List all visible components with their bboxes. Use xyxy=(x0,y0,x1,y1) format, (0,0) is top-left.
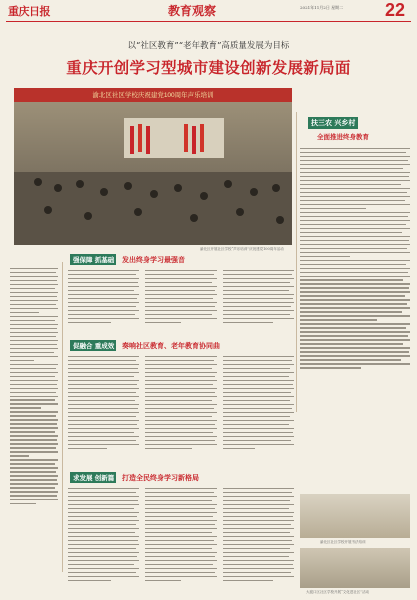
right-photo-1 xyxy=(300,494,410,538)
sidebar-body-text xyxy=(300,148,410,410)
section-2-body xyxy=(68,356,294,466)
right-photo-2 xyxy=(300,548,410,588)
masthead-logo: 重庆日报 xyxy=(8,5,50,18)
section-1-body xyxy=(68,270,294,334)
section-3-label: 求发展 创新篇 xyxy=(73,474,115,482)
intro-column-text xyxy=(10,268,58,568)
sidebar-subtitle: 全面推进终身教育 xyxy=(317,133,369,141)
right-photo-1-caption: 渝北区社区学校开展书法培训 xyxy=(320,540,366,544)
photo-caption: 渝北区开展社区学校“声乐培训”庆祝建党100周年活动 xyxy=(200,247,284,251)
photo-banner-text: 渝北区社区学校庆祝建党100周年声乐培训 xyxy=(92,92,214,99)
right-photo-2-caption: 大渡口区社区学校开展“文化进社区”活动 xyxy=(306,590,370,594)
issue-date: 2021年11月2日 星期二 xyxy=(300,5,344,10)
headline: 重庆开创学习型城市建设创新发展新局面 xyxy=(66,58,351,77)
section-3-body xyxy=(68,488,294,594)
lead-photo xyxy=(14,88,292,245)
section-2-subtitle: 奏响社区教育、老年教育协同曲 xyxy=(122,341,220,350)
header-rule xyxy=(6,21,411,22)
intro-divider xyxy=(62,262,63,572)
section-3-subtitle: 打造全民终身学习新格局 xyxy=(122,473,199,482)
section-1-label: 强保障 抓基础 xyxy=(73,256,115,264)
section-1-subtitle: 发出终身学习最强音 xyxy=(122,255,185,264)
sidebar-title: 扶三农 兴乡村 xyxy=(311,118,356,127)
column-divider xyxy=(296,112,297,412)
section-2-label: 促融合 重成效 xyxy=(73,342,115,350)
page-number: 22 xyxy=(385,0,406,20)
subheadline: 以“社区教育”“老年教育”高质量发展为目标 xyxy=(127,41,290,51)
section-title: 教育观察 xyxy=(168,4,217,18)
